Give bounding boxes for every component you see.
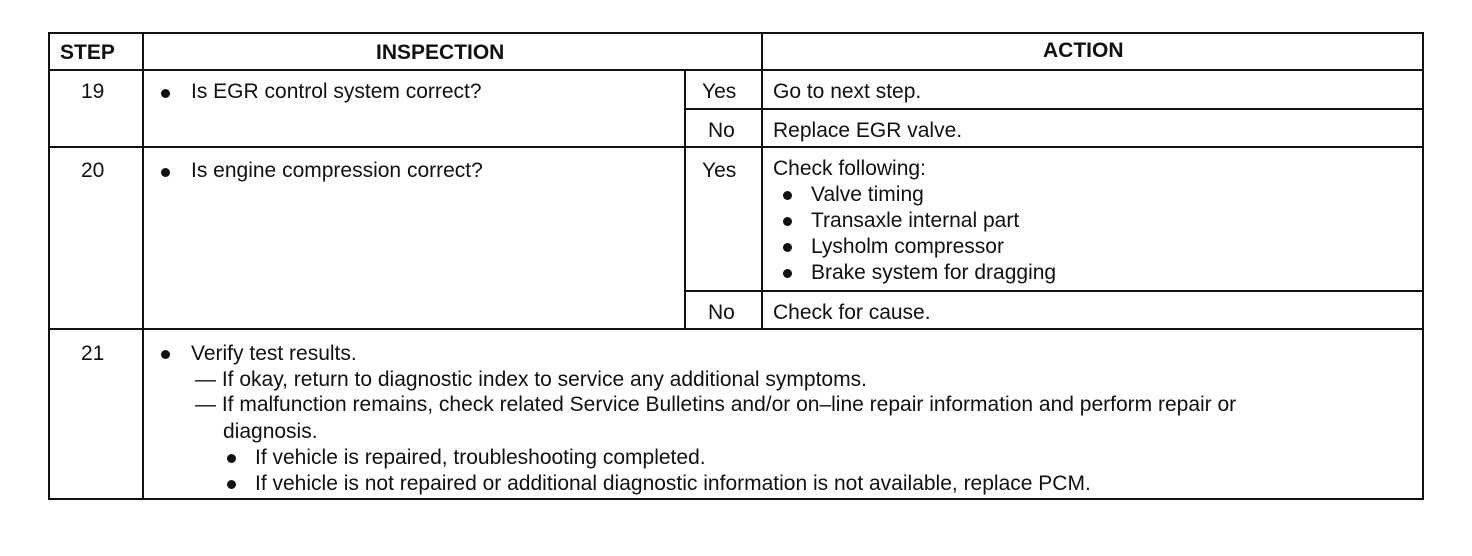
bullet-icon	[161, 350, 170, 359]
header-divider	[50, 69, 1422, 71]
row20-action-item: Lysholm compressor	[811, 235, 1004, 258]
row20-yes-no-divider	[686, 290, 1422, 292]
row20-yes-label: Yes	[702, 159, 737, 182]
yes-no-column-divider	[684, 70, 686, 328]
bullet-icon	[783, 269, 792, 278]
row21-sub2-cont: diagnosis.	[223, 420, 318, 443]
inspection-action-divider	[761, 34, 763, 328]
step-column-divider	[142, 34, 144, 498]
row20-action-item: Brake system for dragging	[811, 261, 1057, 284]
bullet-icon	[783, 217, 792, 226]
bullet-icon	[783, 243, 792, 252]
row19-yes-action: Go to next step.	[773, 80, 922, 103]
row20-bottom-divider	[50, 328, 1422, 330]
row19-no-label: No	[708, 119, 735, 142]
diagnostic-table	[48, 32, 1424, 500]
header-inspection: INSPECTION	[376, 41, 505, 64]
row21-sub-item: If vehicle is repaired, troubleshooting completed.	[255, 446, 706, 469]
row19-yes-no-divider	[686, 108, 1422, 110]
row19-yes-label: Yes	[702, 80, 737, 103]
row19-step: 19	[81, 80, 105, 103]
bullet-icon	[783, 191, 792, 200]
row20-action-item: Valve timing	[811, 183, 924, 206]
bullet-icon	[227, 480, 236, 489]
row21-step: 21	[81, 342, 105, 365]
bullet-icon	[227, 454, 236, 463]
row21-inspection: Verify test results.	[191, 342, 357, 365]
header-step: STEP	[60, 41, 115, 64]
row20-yes-action-title: Check following:	[773, 157, 926, 180]
row20-step: 20	[81, 159, 105, 182]
row21-sub2: — If malfunction remains, check related Service Bulletins and/or on–line repair information and perform repair or	[195, 393, 1237, 416]
row20-inspection: Is engine compression correct?	[191, 159, 483, 182]
row19-no-action: Replace EGR valve.	[773, 119, 963, 142]
row20-no-action: Check for cause.	[773, 301, 931, 324]
bullet-icon	[161, 168, 170, 177]
row21-sub1: — If okay, return to diagnostic index to service any additional symptoms.	[195, 368, 867, 391]
row20-no-label: No	[708, 301, 735, 324]
header-action: ACTION	[1043, 39, 1124, 62]
row19-inspection: Is EGR control system correct?	[191, 80, 482, 103]
bullet-icon	[161, 89, 170, 98]
row21-sub-item: If vehicle is not repaired or additional diagnostic information is not available, replace PCM.	[255, 472, 1091, 495]
row20-action-item: Transaxle internal part	[811, 209, 1020, 232]
row19-bottom-divider	[50, 146, 1422, 148]
